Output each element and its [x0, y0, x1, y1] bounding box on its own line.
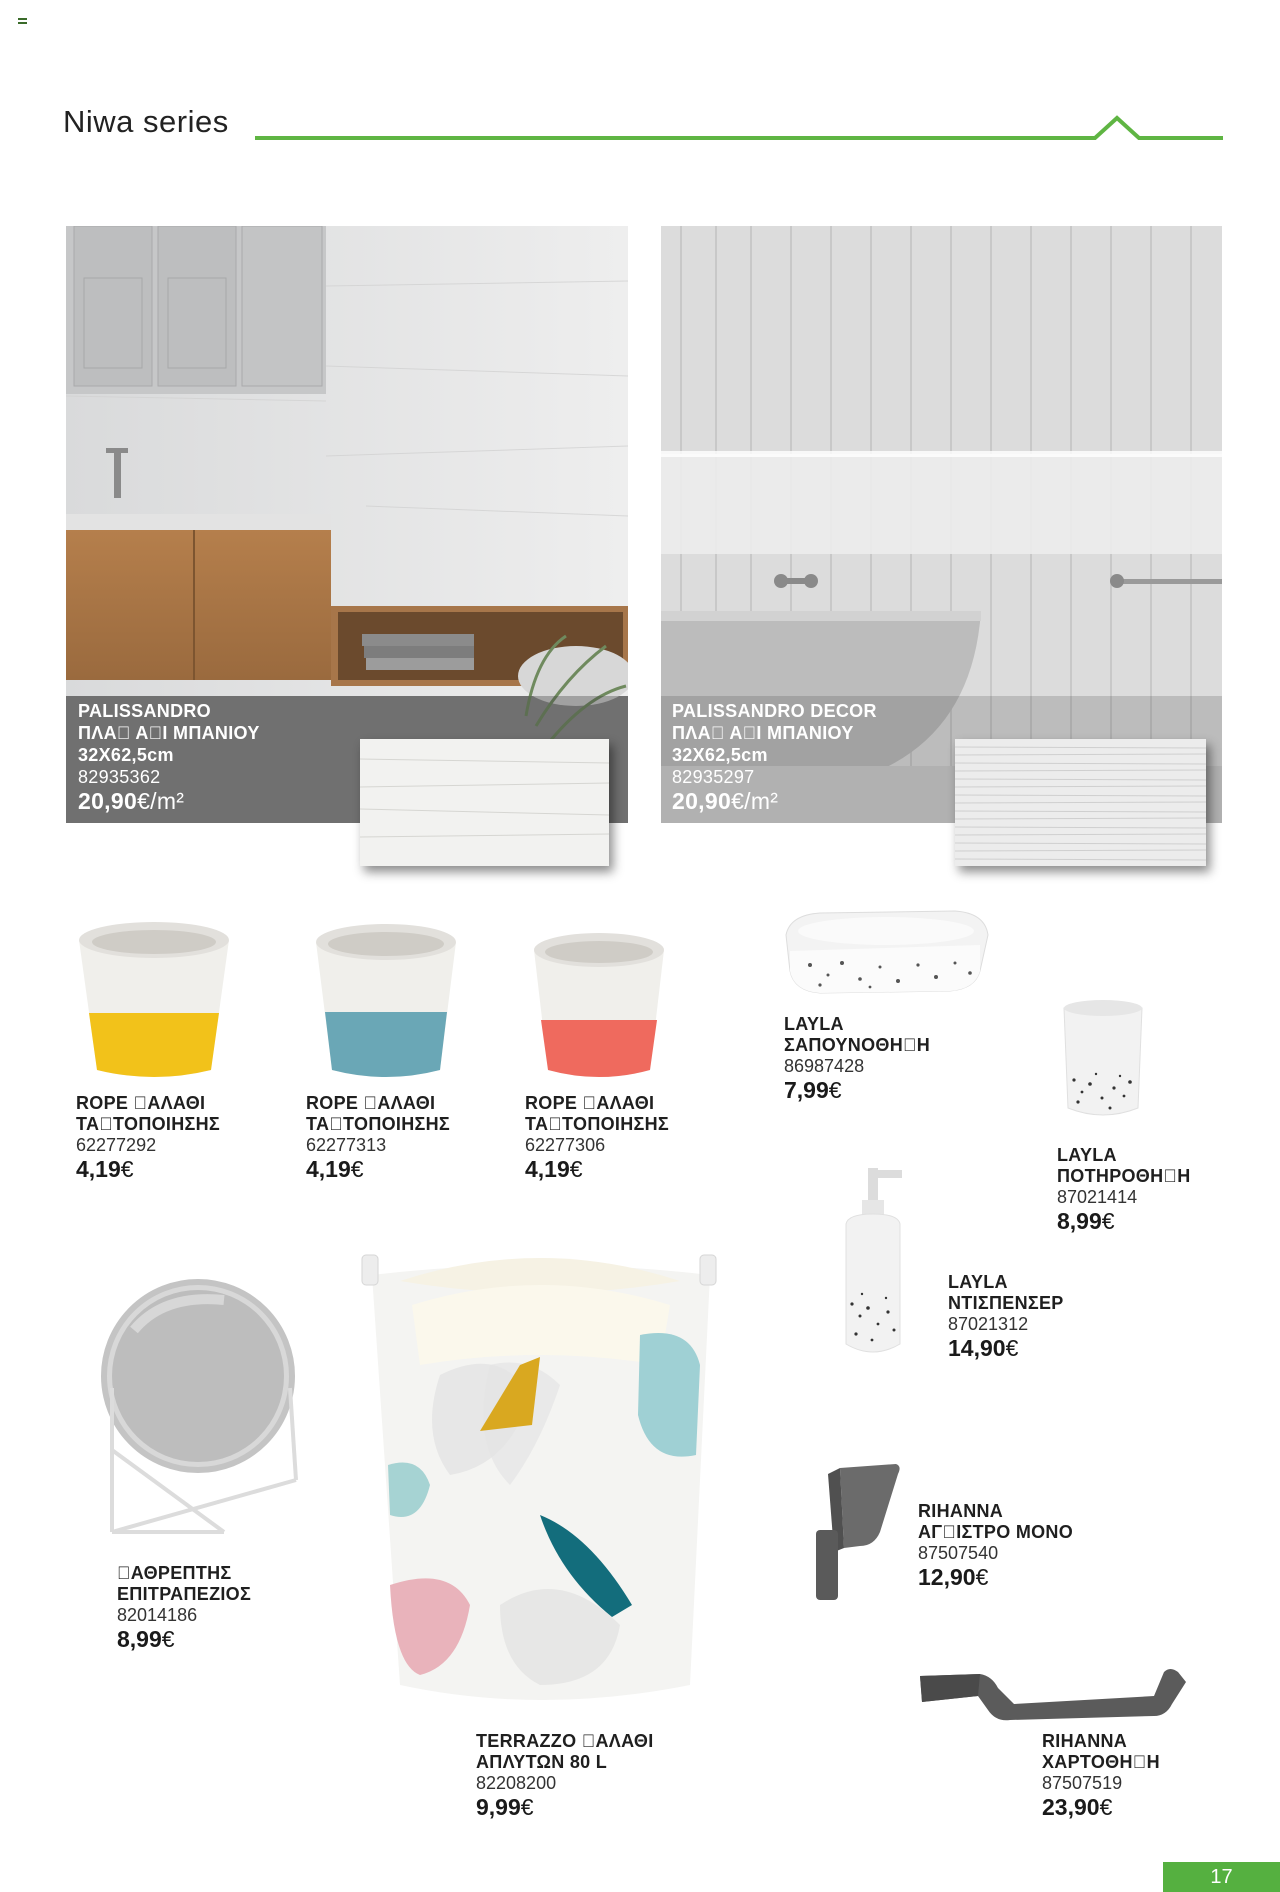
- terrazzo-hamper-image: [360, 1245, 720, 1715]
- header-divider: [255, 112, 1223, 142]
- tile-description: ΠΛΑ  Α Ι ΜΠΑΝΙΟΥ: [672, 723, 854, 743]
- product-price: 23,90€: [1042, 1794, 1113, 1820]
- rihanna-hook-image: [810, 1462, 902, 1602]
- product-name: TERRAZZO  ΑΛΑΘΙ: [476, 1731, 654, 1751]
- layla-soap-dish-image: [780, 905, 990, 997]
- page-number: 17: [1163, 1862, 1280, 1892]
- menu-icon[interactable]: [18, 18, 27, 26]
- tile-description: ΠΛΑ  Α Ι ΜΠΑΝΙΟΥ: [78, 723, 260, 743]
- palissandro-label: [78, 700, 260, 812]
- product-name: LAYLA: [948, 1272, 1008, 1292]
- rihanna-paper-holder-label: [1042, 1731, 1160, 1818]
- product-type: ΤΑ ΤΟΠΟΙΗΣΗΣ: [525, 1114, 670, 1134]
- tile-name: PALISSANDRO: [78, 701, 211, 721]
- palissandro-decor-label: [672, 700, 877, 812]
- tile-price: 20,90€/m²: [672, 788, 779, 814]
- product-code: 87021312: [948, 1314, 1029, 1334]
- basket-band: [89, 1013, 219, 1077]
- page-title: Niwa series: [63, 104, 229, 139]
- product-name: RIHANNA: [1042, 1731, 1128, 1751]
- product-type: ΤΑ ΤΟΠΟΙΗΣΗΣ: [76, 1114, 221, 1134]
- layla-soap-dish-label: [784, 1014, 930, 1101]
- product-price: 4,19€: [76, 1156, 134, 1182]
- product-type: ΑΓ ΙΣΤΡΟ ΜΟΝΟ: [918, 1522, 1074, 1542]
- product-name: LAYLA: [784, 1014, 844, 1034]
- product-price: 4,19€: [525, 1156, 583, 1182]
- table-mirror-image: [94, 1270, 306, 1540]
- tile-size: 32X62,5cm: [672, 745, 768, 765]
- product-code: 82014186: [117, 1605, 198, 1625]
- tile-name: PALISSANDRO DECOR: [672, 701, 877, 721]
- product-type: ΝΤΙΣΠΕΝΣΕΡ: [948, 1293, 1064, 1313]
- product-name: ROPE  ΑΛΑΘΙ: [306, 1093, 436, 1113]
- palissandro-tile-sample: [360, 739, 609, 866]
- product-name:  ΑΘΡΕΠΤΗΣ: [117, 1563, 232, 1583]
- product-name: ROPE  ΑΛΑΘΙ: [76, 1093, 206, 1113]
- product-code: 62277306: [525, 1135, 606, 1155]
- tile-price: 20,90€/m²: [78, 788, 185, 814]
- rope-basket-blue-label: [306, 1093, 450, 1180]
- product-name: RIHANNA: [918, 1501, 1004, 1521]
- product-price: 8,99€: [1057, 1208, 1115, 1234]
- product-price: 12,90€: [918, 1564, 989, 1590]
- product-price: 4,19€: [306, 1156, 364, 1182]
- terrazzo-hamper-label: [476, 1731, 654, 1818]
- product-type: ΣΑΠΟΥΝΟΘΗ Η: [784, 1035, 931, 1055]
- product-price: 14,90€: [948, 1335, 1019, 1361]
- product-name: ROPE  ΑΛΑΘΙ: [525, 1093, 655, 1113]
- rope-basket-yellow-image: [75, 918, 233, 1080]
- product-code: 86987428: [784, 1056, 865, 1076]
- layla-cup-image: [1058, 998, 1148, 1126]
- product-code: 87507519: [1042, 1773, 1123, 1793]
- product-type: ΠΟΤΗΡΟΘΗ Η: [1057, 1166, 1191, 1186]
- rope-basket-coral-image: [530, 928, 668, 1080]
- tile-size: 32X62,5cm: [78, 745, 174, 765]
- product-code: 87507540: [918, 1543, 999, 1563]
- rope-basket-blue-image: [312, 920, 460, 1080]
- product-type: ΑΠΛΥΤΩΝ 80 L: [476, 1752, 608, 1772]
- product-type: ΧΑΡΤΟΘΗ Η: [1042, 1752, 1160, 1772]
- layla-dispenser-image: [838, 1164, 924, 1364]
- product-code: 82208200: [476, 1773, 557, 1793]
- product-price: 7,99€: [784, 1077, 842, 1103]
- product-price: 8,99€: [117, 1626, 175, 1652]
- palissandro-decor-tile-sample: [955, 739, 1206, 866]
- product-name: LAYLA: [1057, 1145, 1117, 1165]
- product-price: 9,99€: [476, 1794, 534, 1820]
- product-code: 62277292: [76, 1135, 157, 1155]
- product-code: 62277313: [306, 1135, 387, 1155]
- product-type: ΕΠΙΤΡΑΠΕΖΙΟΣ: [117, 1584, 252, 1604]
- layla-cup-label: [1057, 1145, 1191, 1232]
- table-mirror-label: [117, 1563, 251, 1650]
- product-type: ΤΑ ΤΟΠΟΙΗΣΗΣ: [306, 1114, 451, 1134]
- layla-dispenser-label: [948, 1272, 1064, 1359]
- rope-basket-coral-label: [525, 1093, 669, 1180]
- product-code: 87021414: [1057, 1187, 1138, 1207]
- rope-basket-yellow-label: [76, 1093, 220, 1180]
- tile-code: 82935362: [78, 767, 161, 787]
- rihanna-hook-label: [918, 1501, 1073, 1588]
- tile-code: 82935297: [672, 767, 755, 787]
- rihanna-paper-holder-image: [918, 1664, 1188, 1726]
